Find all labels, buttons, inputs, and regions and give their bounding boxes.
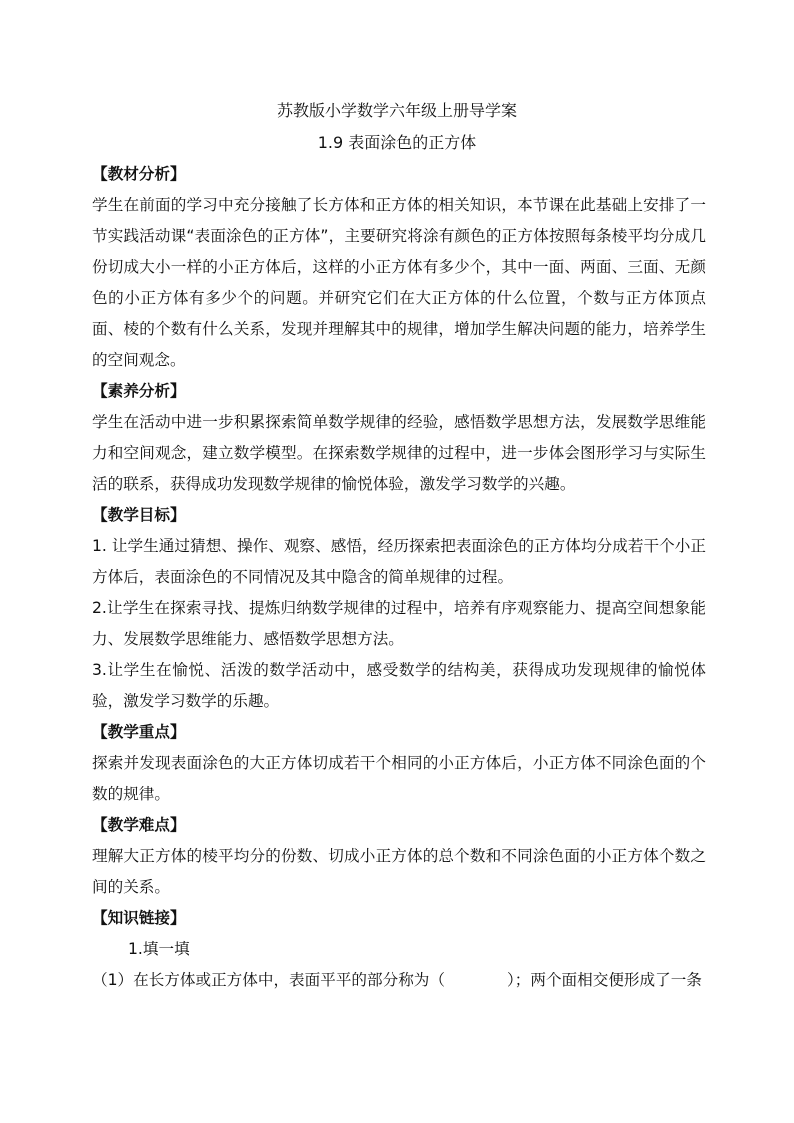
section-heading-textbook-analysis: 【教材分析】 [92,165,186,183]
document-body [92,159,706,996]
goal-item-3: 3.让学生在愉悦、活泼的数学活动中，感受数学的结构美，获得成功发现规律的愉悦体验，激发学习数学的乐趣。 [92,661,706,710]
section-heading-key-points: 【教学重点】 [92,723,186,741]
section-heading-teaching-goals: 【教学目标】 [92,506,186,524]
exercise-heading: 1.填一填 [128,940,190,958]
goal-item-1: 1. 让学生通过猜想、操作、观察、感悟，经历探索把表面涂色的正方体均分成若干个小正方体后，表面涂色的不同情况及其中隐含的简单规律的过程。 [92,537,706,586]
section-text-textbook-analysis: 学生在前面的学习中充分接触了长方体和正方体的相关知识，本节课在此基础上安排了一节实践活动课“表面涂色的正方体”，主要研究将涂有颜色的正方体按照每条棱平均分成几份切成大小一样的小正方体后，这样的小正方体有多少个，其中一面、两面、三面、无颜色的小正方体有多少个的问题。并研究它们在大正方体的什么位置，个数与正方体顶点面、棱的个数有什么关系，发现并理解其中的规律，增加学生解决问题的能力，培养学生的空间观念。 [92,196,706,369]
section-heading-difficulties: 【教学难点】 [92,816,186,834]
section-heading-literacy-analysis: 【素养分析】 [92,382,186,400]
section-heading-knowledge-link: 【知识链接】 [92,909,186,927]
exercise-question-1 [92,965,706,996]
lesson-title: 1.9 表面涂色的正方体 [317,133,477,152]
question-text-after: ）；两个面相交便形成了一条 [506,971,702,989]
goal-item-2: 2.让学生在探索寻找、提炼归纳数学规律的过程中，培养有序观察能力、提高空间想象能力、发展数学思维能力、感悟数学思想方法。 [92,599,706,648]
section-text-key-points: 探索并发现表面涂色的大正方体切成若干个相同的小正方体后，小正方体不同涂色面的个数的规律。 [92,754,706,803]
document-title: 苏教版小学数学六年级上册导学案 [276,101,517,120]
section-text-literacy-analysis: 学生在活动中进一步积累探索简单数学规律的经验，感悟数学思想方法，发展数学思维能力和空间观念，建立数学模型。在探索数学规律的过程中，进一步体会图形学习与实际生活的联系，获得成功发现数学规律的愉悦体验，激发学习数学的兴趣。 [92,413,706,493]
section-text-difficulties: 理解大正方体的棱平均分的份数、切成小正方体的总个数和不同涂色面的小正方体个数之间的关系。 [92,847,706,896]
question-text-before: （1）在长方体或正方体中，表面平平的部分称为（ [92,971,445,989]
